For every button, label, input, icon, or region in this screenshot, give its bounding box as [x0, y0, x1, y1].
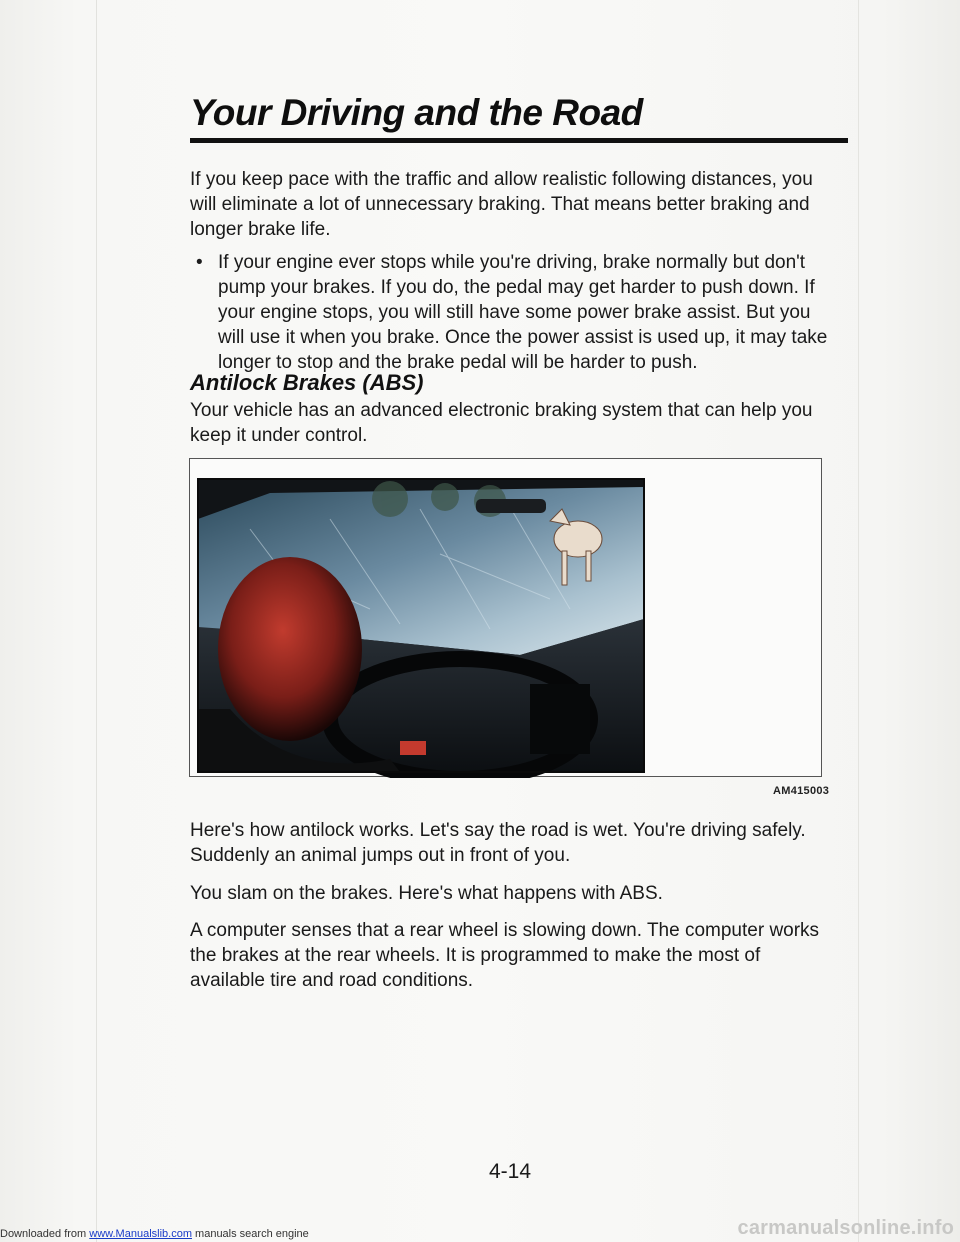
- footer-suffix: manuals search engine: [191, 1228, 309, 1240]
- slam-paragraph: You slam on the brakes. Here's what happens with ABS.: [190, 883, 663, 904]
- how-it-works-paragraph: Here's how antilock works. Let's say the road is wet. You're driving safely. Suddenly an animal jumps out in front of you.: [190, 820, 806, 866]
- footer-prefix: Downloaded from: [0, 1228, 90, 1240]
- figure-code: AM415003: [773, 785, 830, 797]
- bullet-icon: •: [196, 252, 203, 273]
- page-fold-left: [96, 0, 97, 1242]
- download-footer: [0, 1228, 309, 1240]
- section-title: Your Driving and the Road: [190, 92, 643, 133]
- watermark-text: carmanualsonline.info: [737, 1217, 954, 1239]
- abs-subheading: Antilock Brakes (ABS): [190, 370, 424, 395]
- bullet-text: If your engine ever stops while you're driving, brake normally but don't pump your brakes. If you do, the pedal may get harder to push down. If your engine stops, you will still have some power brake assist. But you will use it when you brake. Once the power assist is used up, it may take longer to stop and the brake pedal will be harder to push.: [218, 252, 828, 373]
- page-number: 4-14: [488, 1160, 532, 1183]
- illustration-frame: [189, 458, 822, 777]
- page-fold-right: [858, 0, 859, 1242]
- abs-intro-paragraph: Your vehicle has an advanced electronic braking system that can help you keep it under control.: [190, 400, 813, 446]
- intro-paragraph: If you keep pace with the traffic and allow realistic following distances, you will eliminate a lot of unnecessary braking. That means better braking and longer brake life.: [190, 169, 813, 240]
- driver-photo-image: [190, 459, 823, 778]
- computer-paragraph: A computer senses that a rear wheel is slowing down. The computer works the brakes at the rear wheels. It is programmed to make the most of available tire and road conditions.: [190, 920, 820, 991]
- title-rule: [190, 138, 848, 143]
- manualslib-link[interactable]: www.Manualslib.com: [89, 1228, 192, 1240]
